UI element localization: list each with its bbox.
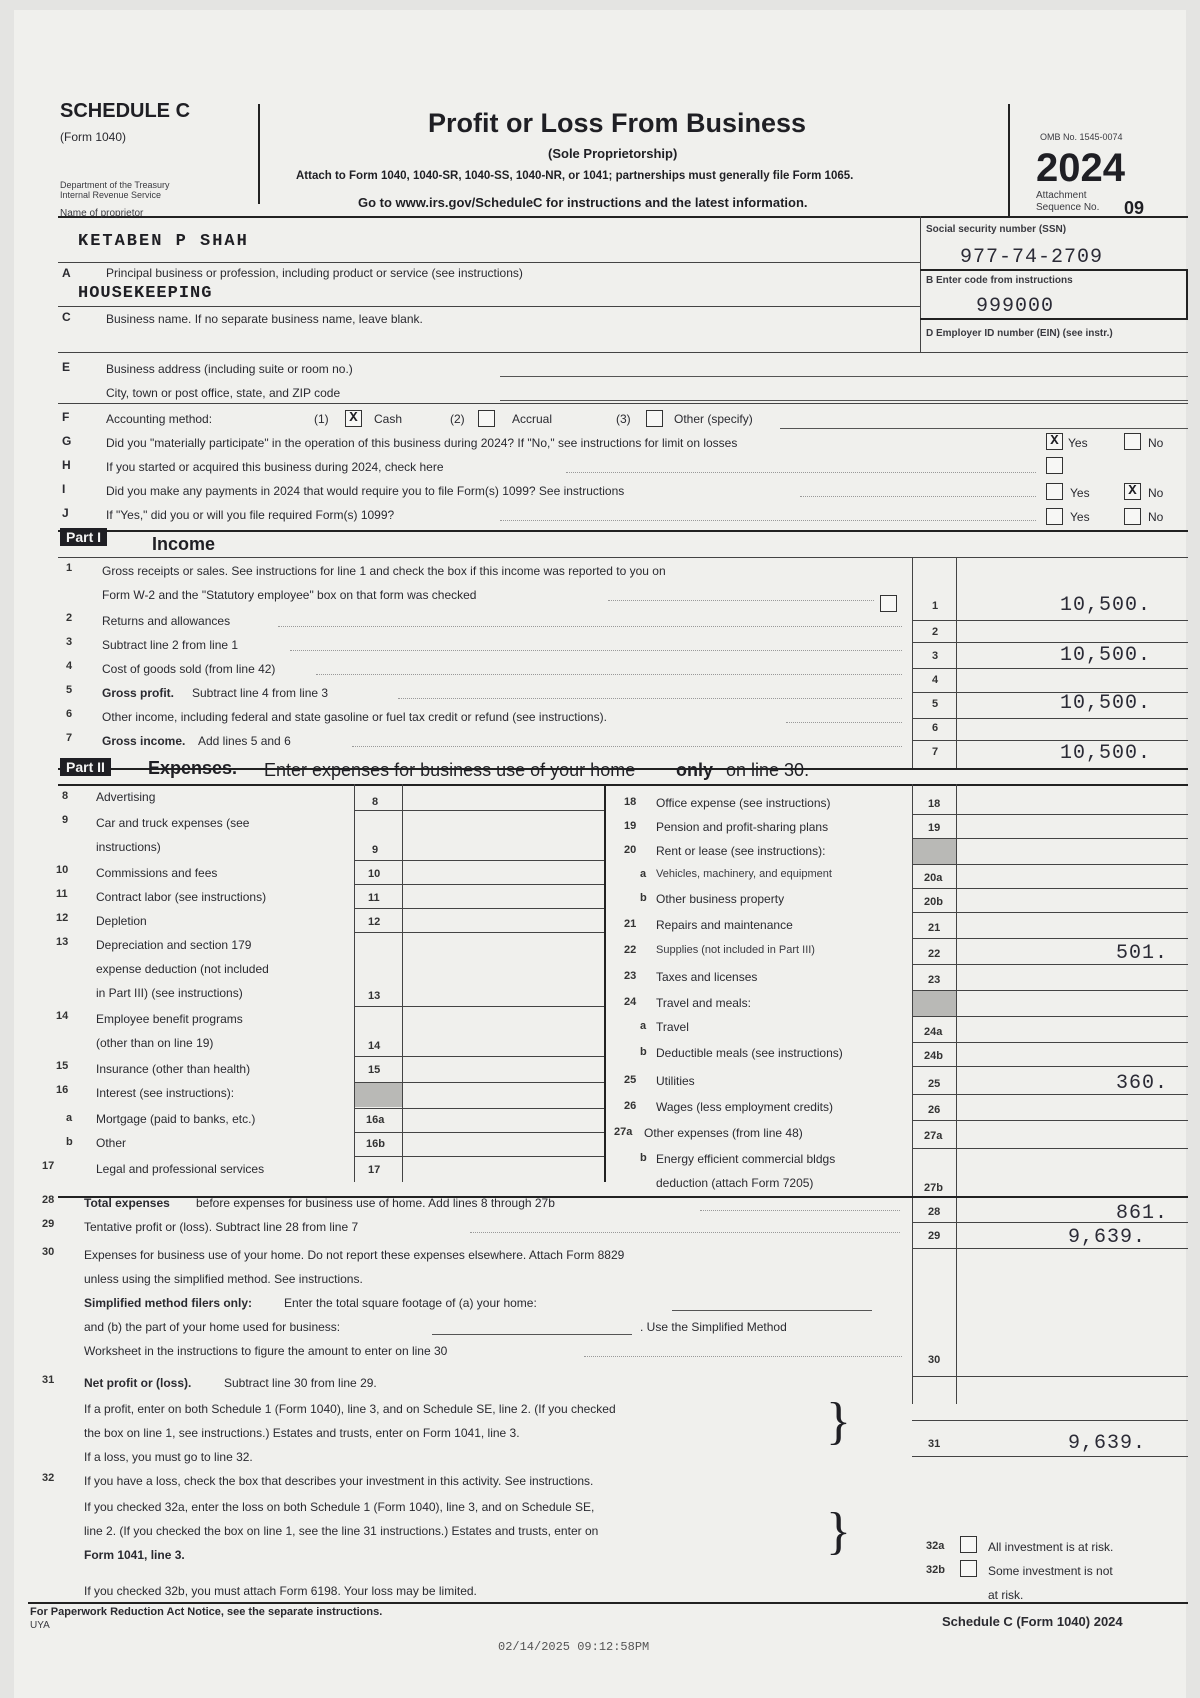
accrual-label: Accrual bbox=[512, 412, 553, 426]
line-20-label: Rent or lease (see instructions): bbox=[656, 844, 826, 858]
line-13-label-2: expense deduction (not included bbox=[96, 962, 269, 976]
payments-1099-yes-checkbox[interactable] bbox=[1046, 483, 1063, 500]
line-16a-label: Mortgage (paid to banks, etc.) bbox=[96, 1112, 256, 1126]
line-29-label: Tentative profit or (loss). Subtract line 28 from line 7 bbox=[84, 1220, 359, 1234]
line-f-label: Accounting method: bbox=[106, 412, 213, 426]
line-28-label: before expenses for business use of home. Add lines 8 through 27b bbox=[196, 1196, 555, 1210]
line-15-label: Insurance (other than health) bbox=[96, 1062, 251, 1076]
other-option-number: (3) bbox=[616, 412, 631, 426]
line-9-label-cont: instructions) bbox=[96, 840, 161, 854]
schedule-label: SCHEDULE C bbox=[60, 100, 191, 122]
other-method-label: Other (specify) bbox=[674, 412, 753, 426]
line-17-label: Legal and professional services bbox=[96, 1162, 265, 1176]
line-b-label: B Enter code from instructions bbox=[926, 275, 1073, 286]
participate-yes-label: Yes bbox=[1068, 436, 1088, 450]
filed-1099-no-label: No bbox=[1148, 510, 1164, 524]
line-31-brace: } bbox=[826, 1393, 851, 1450]
line-28-bold: Total expenses bbox=[84, 1196, 170, 1210]
line-7-label: Add lines 5 and 6 bbox=[198, 734, 291, 748]
statutory-employee-checkbox[interactable] bbox=[880, 595, 897, 612]
line-4-label: Cost of goods sold (from line 42) bbox=[102, 662, 276, 676]
line-a-letter: A bbox=[62, 266, 71, 280]
line-g-label: Did you "materially participate" in the operation of this business during 2024? If "No," see instructions for limit on losses bbox=[106, 436, 738, 450]
line-h-label: If you started or acquired this business during 2024, check here bbox=[106, 460, 444, 474]
line-1-value[interactable]: 10,500. bbox=[1060, 594, 1152, 617]
line-30-label: Expenses for business use of your home. Do not report these expenses elsewhere. Attach Form 8829 bbox=[84, 1248, 625, 1262]
line-d-label: D Employer ID number (EIN) (see instr.) bbox=[926, 328, 1113, 339]
line-22-value[interactable]: 501. bbox=[1116, 942, 1169, 965]
line-32-label: If you have a loss, check the box that describes your investment in this activity. See instructions. bbox=[84, 1474, 594, 1488]
line-e-city-label: City, town or post office, state, and ZIP code bbox=[106, 386, 341, 400]
line-6-label: Other income, including federal and state gasoline or fuel tax credit or refund (see instructions). bbox=[102, 710, 607, 724]
home-sqft-field[interactable] bbox=[672, 1310, 872, 1311]
some-not-at-risk-checkbox[interactable] bbox=[960, 1560, 977, 1577]
part-2-only: only bbox=[676, 760, 714, 780]
accrual-checkbox[interactable] bbox=[478, 410, 495, 427]
filed-1099-yes-label: Yes bbox=[1070, 510, 1090, 524]
line-h-letter: H bbox=[62, 458, 71, 472]
line-3-value[interactable]: 10,500. bbox=[1060, 644, 1152, 667]
line-i-label: Did you make any payments in 2024 that would require you to file Form(s) 1099? See instructions bbox=[106, 484, 625, 498]
started-business-checkbox[interactable] bbox=[1046, 457, 1063, 474]
line-24-label: Travel and meals: bbox=[656, 996, 751, 1010]
line-32a-note-3: Form 1041, line 3. bbox=[84, 1548, 185, 1562]
line-i-letter: I bbox=[62, 482, 66, 496]
part-2-title-rest: Enter expenses for business use of your home bbox=[264, 760, 636, 780]
line-22-label: Supplies (not included in Part III) bbox=[656, 944, 815, 956]
line-14-label: Employee benefit programs bbox=[96, 1012, 243, 1026]
line-g-letter: G bbox=[62, 434, 72, 448]
line-27b-label: Energy efficient commercial bldgs bbox=[656, 1152, 836, 1166]
accrual-option-number: (2) bbox=[450, 412, 465, 426]
other-method-checkbox[interactable] bbox=[646, 410, 663, 427]
line-31-bold: Net profit or (loss). bbox=[84, 1376, 192, 1390]
sequence-label: Sequence No. bbox=[1036, 202, 1100, 213]
line-24b-label: Deductible meals (see instructions) bbox=[656, 1046, 843, 1060]
line-21-label: Repairs and maintenance bbox=[656, 918, 793, 932]
line-f-letter: F bbox=[62, 410, 70, 424]
line-31-profit-note-2: the box on line 1, see instructions.) Estates and trusts, enter on Form 1041, line 3. bbox=[84, 1426, 520, 1440]
line-24a-label: Travel bbox=[656, 1020, 689, 1034]
line-1-label: Gross receipts or sales. See instructions for line 1 and check the box if this income was reported to you on bbox=[102, 564, 666, 578]
payments-1099-no-checkbox[interactable]: X bbox=[1124, 483, 1141, 500]
line-11-label: Contract labor (see instructions) bbox=[96, 890, 267, 904]
line-c-letter: C bbox=[62, 310, 71, 324]
payments-1099-yes-label: Yes bbox=[1070, 486, 1090, 500]
line-1-label-cont: Form W-2 and the "Statutory employee" box on that form was checked bbox=[102, 588, 477, 602]
line-19-label: Pension and profit-sharing plans bbox=[656, 820, 829, 834]
line-e-letter: E bbox=[62, 360, 71, 374]
all-at-risk-label: All investment is at risk. bbox=[988, 1540, 1114, 1554]
print-timestamp: 02/14/2025 09:12:58PM bbox=[498, 1640, 650, 1654]
line-3-label: Subtract line 2 from line 1 bbox=[102, 638, 239, 652]
line-16-label: Interest (see instructions): bbox=[96, 1086, 235, 1100]
omb-number: OMB No. 1545-0074 bbox=[1040, 132, 1123, 142]
some-not-at-risk-label-cont: at risk. bbox=[988, 1588, 1024, 1602]
line-31-loss-note: If a loss, you must go to line 32. bbox=[84, 1450, 253, 1464]
line-25-value[interactable]: 360. bbox=[1116, 1072, 1169, 1095]
part-2-tag: Part II bbox=[60, 758, 111, 776]
line-31-value[interactable]: 9,639. bbox=[1068, 1432, 1147, 1455]
line-23-label: Taxes and licenses bbox=[656, 970, 758, 984]
part-2-line30: on line 30. bbox=[726, 760, 810, 780]
line-30-label-2: unless using the simplified method. See instructions. bbox=[84, 1272, 363, 1286]
line-9-label: Car and truck expenses (see bbox=[96, 816, 250, 830]
line-18-label: Office expense (see instructions) bbox=[656, 796, 831, 810]
line-27b-label-cont: deduction (attach Form 7205) bbox=[656, 1176, 814, 1190]
line-13-label-3: in Part III) (see instructions) bbox=[96, 986, 243, 1000]
line-32a-note: If you checked 32a, enter the loss on both Schedule 1 (Form 1040), line 3, and on Schedule SE, bbox=[84, 1500, 595, 1514]
line-j-label: If "Yes," did you or will you file required Form(s) 1099? bbox=[106, 508, 395, 522]
cash-option-number: (1) bbox=[314, 412, 329, 426]
line-j-letter: J bbox=[62, 506, 69, 520]
all-at-risk-checkbox[interactable] bbox=[960, 1536, 977, 1553]
participate-no-label: No bbox=[1148, 436, 1164, 450]
form-subtitle: (Sole Proprietorship) bbox=[548, 146, 678, 161]
cash-checkbox[interactable]: X bbox=[345, 410, 362, 427]
part-1-title: Income bbox=[152, 534, 216, 554]
line-31-label: Subtract line 30 from line 29. bbox=[224, 1376, 377, 1390]
line-32a-note-2: line 2. (If you checked the box on line 1, see the line 31 instructions.) Estates and trusts, enter on bbox=[84, 1524, 599, 1538]
line-32-brace: } bbox=[826, 1503, 851, 1560]
line-13-label: Depreciation and section 179 bbox=[96, 938, 252, 952]
form-footer-id: Schedule C (Form 1040) 2024 bbox=[942, 1614, 1123, 1629]
payments-1099-no-label: No bbox=[1148, 486, 1164, 500]
line-7-bold: Gross income. bbox=[102, 734, 186, 748]
line-e-label: Business address (including suite or room no.) bbox=[106, 362, 353, 376]
business-sqft-field[interactable] bbox=[432, 1334, 632, 1335]
business-address-field[interactable] bbox=[500, 376, 1188, 377]
goto-note: Go to www.irs.gov/ScheduleC for instructions and the latest information. bbox=[358, 195, 808, 210]
business-code[interactable]: 999000 bbox=[976, 295, 1055, 318]
line-25-label: Utilities bbox=[656, 1074, 695, 1088]
line-30-business-label: and (b) the part of your home used for business: bbox=[84, 1320, 341, 1334]
line-2-label: Returns and allowances bbox=[102, 614, 231, 628]
line-32b-note: If you checked 32b, you must attach Form 6198. Your loss may be limited. bbox=[84, 1584, 477, 1598]
line-30-worksheet: Worksheet in the instructions to figure the amount to enter on line 30 bbox=[84, 1344, 448, 1358]
dept-label: Department of the Treasury bbox=[60, 180, 170, 190]
line-5-value[interactable]: 10,500. bbox=[1060, 692, 1152, 715]
line-7-value[interactable]: 10,500. bbox=[1060, 742, 1152, 765]
line-31-profit-note: If a profit, enter on both Schedule 1 (Form 1040), line 3, and on Schedule SE, line 2. (If you checked bbox=[84, 1402, 616, 1416]
sequence-number: 09 bbox=[1124, 198, 1145, 218]
line-28-value[interactable]: 861. bbox=[1116, 1202, 1169, 1225]
some-not-at-risk-label: Some investment is not bbox=[988, 1564, 1113, 1578]
filed-1099-yes-checkbox[interactable] bbox=[1046, 508, 1063, 525]
proprietor-name[interactable]: KETABEN P SHAH bbox=[78, 232, 249, 251]
line-27a-label: Other expenses (from line 48) bbox=[644, 1126, 803, 1140]
part-1-tag: Part I bbox=[60, 528, 107, 546]
line-14-label-cont: (other than on line 19) bbox=[96, 1036, 214, 1050]
other-method-field[interactable] bbox=[780, 428, 1188, 429]
line-30-simplified-label: Enter the total square footage of (a) your home: bbox=[284, 1296, 537, 1310]
line-20b-label: Other business property bbox=[656, 892, 785, 906]
attach-note: Attach to Form 1040, 1040-SR, 1040-SS, 1040-NR, or 1041; partnerships must generally file Form 1065. bbox=[296, 170, 854, 182]
line-16b-label: Other bbox=[96, 1136, 127, 1150]
line-30-simplified-method: . Use the Simplified Method bbox=[640, 1320, 787, 1334]
participate-no-checkbox[interactable] bbox=[1124, 433, 1141, 450]
form-ref: (Form 1040) bbox=[60, 130, 127, 144]
line-a-label: Principal business or profession, including product or service (see instructions) bbox=[106, 266, 523, 280]
line-12-label: Depletion bbox=[96, 914, 147, 928]
attachment-label: Attachment bbox=[1036, 190, 1087, 201]
line-20a-label: Vehicles, machinery, and equipment bbox=[656, 868, 832, 880]
form-title: Profit or Loss From Business bbox=[428, 108, 807, 138]
irs-label: Internal Revenue Service bbox=[60, 190, 162, 200]
ssn-label: Social security number (SSN) bbox=[926, 224, 1067, 235]
line-10-label: Commissions and fees bbox=[96, 866, 218, 880]
part-2-title: Expenses. bbox=[148, 758, 238, 778]
business-city-field[interactable] bbox=[500, 400, 1188, 401]
participate-yes-checkbox[interactable]: X bbox=[1046, 433, 1063, 450]
line-26-label: Wages (less employment credits) bbox=[656, 1100, 833, 1114]
line-5-bold: Gross profit. bbox=[102, 686, 175, 700]
preparer-code: UYA bbox=[30, 1620, 50, 1631]
line-c-label: Business name. If no separate business name, leave blank. bbox=[106, 312, 423, 326]
line-29-value[interactable]: 9,639. bbox=[1068, 1226, 1147, 1249]
business-activity[interactable]: HOUSEKEEPING bbox=[78, 284, 213, 303]
filed-1099-no-checkbox[interactable] bbox=[1124, 508, 1141, 525]
tax-year: 2024 bbox=[1036, 146, 1125, 190]
cash-label: Cash bbox=[374, 412, 403, 426]
line-5-label: Subtract line 4 from line 3 bbox=[192, 686, 329, 700]
paperwork-notice: For Paperwork Reduction Act Notice, see the separate instructions. bbox=[30, 1606, 383, 1618]
line-8-label: Advertising bbox=[96, 790, 156, 804]
ssn-value[interactable]: 977-74-2709 bbox=[960, 246, 1104, 269]
proprietor-name-label: Name of proprietor bbox=[60, 208, 144, 219]
line-30-simplified-bold: Simplified method filers only: bbox=[84, 1296, 253, 1310]
